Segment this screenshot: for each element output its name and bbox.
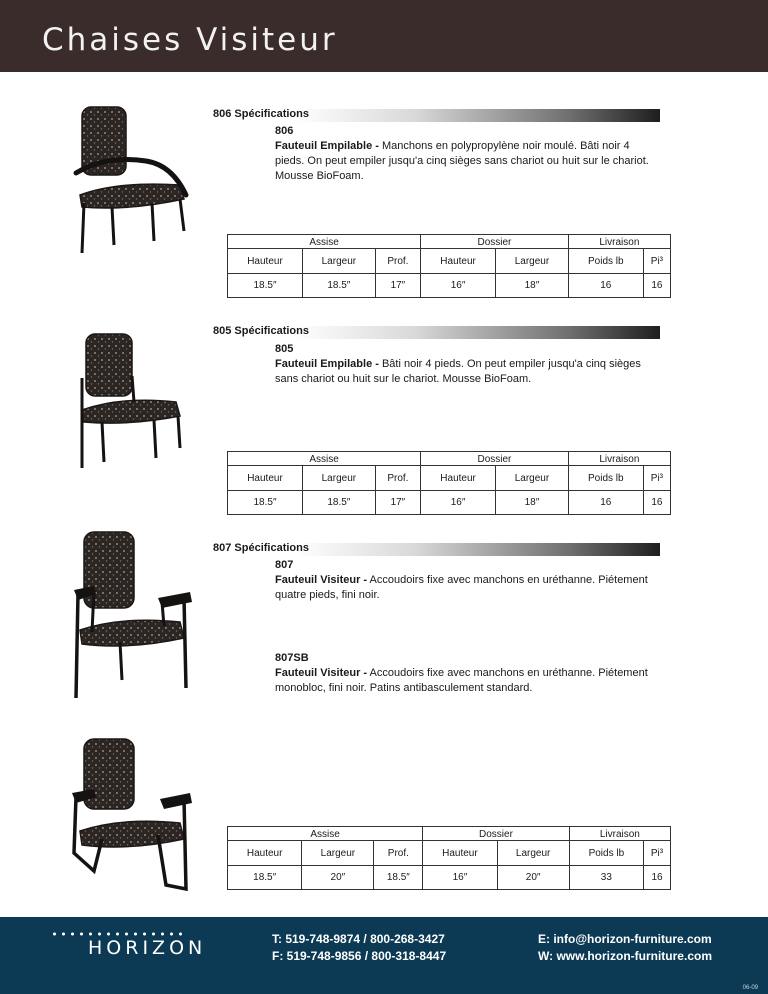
value-cell: 16 — [643, 274, 670, 298]
group-dossier: Dossier — [421, 452, 569, 466]
chair-805-image — [72, 330, 190, 472]
page-title: Chaises Visiteur — [42, 22, 338, 58]
product-text: Accoudoirs fixe avec manchons en uréthanne. Piétement quatre pieds, fini noir. — [275, 574, 648, 601]
email-web-block — [538, 931, 712, 965]
group-assise: Assise — [228, 235, 421, 249]
header-cell: Pi³ — [644, 841, 671, 866]
spec-bar-806 — [213, 109, 660, 122]
product-text: Manchons en polypropylène noir moulé. Bâti noir 4 pieds. On peut empiler jusqu'a cinq sièges sans chariot ou huit sur le chariot. Mousse BioFoam. — [275, 140, 649, 182]
phone-fax-block — [272, 931, 446, 965]
header-cell: Prof. — [374, 841, 423, 866]
header-cell: Hauteur — [421, 466, 496, 491]
header-cell: Largeur — [302, 841, 374, 866]
group-assise: Assise — [228, 827, 423, 841]
header-cell: Pi³ — [643, 466, 670, 491]
fax-number: F: 519-748-9856 / 800-318-8447 — [272, 949, 447, 963]
value-cell: 16 — [568, 274, 643, 298]
group-dossier: Dossier — [421, 235, 569, 249]
product-name: Fauteuil Empilable - — [275, 140, 379, 152]
product-desc-807sb — [275, 651, 660, 696]
product-desc-806 — [275, 124, 660, 184]
header-cell: Hauteur — [228, 466, 303, 491]
spec-bar-807 — [213, 543, 660, 556]
website-link[interactable]: W: www.horizon-furniture.com — [538, 949, 712, 963]
value-cell: 16″ — [421, 491, 496, 515]
group-assise: Assise — [228, 452, 421, 466]
value-cell: 18.5″ — [303, 274, 376, 298]
value-cell: 16 — [643, 491, 670, 515]
value-cell: 16 — [568, 491, 643, 515]
spec-bar-805 — [213, 326, 660, 339]
value-cell: 20″ — [302, 866, 374, 890]
logo-dots — [50, 932, 188, 936]
header-cell: Prof. — [375, 466, 420, 491]
model-number: 807SB — [275, 652, 309, 664]
value-cell: 18.5″ — [228, 274, 303, 298]
value-cell: 18.5″ — [303, 491, 376, 515]
chair-806-image — [68, 103, 198, 258]
model-number: 807 — [275, 559, 294, 571]
page-footer — [0, 917, 768, 994]
chair-807sb-image — [66, 735, 196, 897]
value-cell: 17″ — [375, 491, 420, 515]
value-cell: 33 — [569, 866, 643, 890]
product-text: Bâti noir 4 pieds. On peut empiler jusqu'a cinq sièges sans chariot ou huit sur le chariot. Mousse BioFoam. — [275, 358, 641, 385]
product-name: Fauteuil Visiteur - — [275, 667, 368, 679]
group-livraison: Livraison — [568, 235, 670, 249]
spec-title-805: 805 Spécifications — [213, 325, 309, 337]
page-number: 06-09 — [742, 985, 758, 991]
header-cell: Hauteur — [228, 249, 303, 274]
spec-title-807: 807 Spécifications — [213, 542, 309, 554]
product-text: Accoudoirs fixe avec manchons en uréthanne. Piétement monobloc, fini noir. Patins antibasculement standard. — [275, 667, 648, 694]
header-cell: Hauteur — [421, 249, 496, 274]
value-cell: 16″ — [421, 274, 496, 298]
dimensions-table-807 — [227, 826, 671, 890]
group-livraison: Livraison — [569, 827, 670, 841]
product-name: Fauteuil Visiteur - — [275, 574, 368, 586]
header-cell: Hauteur — [228, 841, 302, 866]
header-cell: Poids lb — [568, 249, 643, 274]
value-cell: 18.5″ — [374, 866, 423, 890]
header-cell: Poids lb — [569, 841, 643, 866]
value-cell: 16″ — [423, 866, 497, 890]
value-cell: 20″ — [497, 866, 569, 890]
value-cell: 18″ — [496, 491, 569, 515]
spec-title-806: 806 Spécifications — [213, 108, 309, 120]
header-cell: Largeur — [497, 841, 569, 866]
value-cell: 18″ — [496, 274, 569, 298]
header-cell: Poids lb — [568, 466, 643, 491]
header-cell: Prof. — [375, 249, 420, 274]
product-name: Fauteuil Empilable - — [275, 358, 379, 370]
value-cell: 18.5″ — [228, 866, 302, 890]
model-number: 806 — [275, 125, 294, 137]
group-dossier: Dossier — [423, 827, 569, 841]
value-cell: 16 — [644, 866, 671, 890]
value-cell: 17″ — [375, 274, 420, 298]
product-desc-805 — [275, 342, 660, 387]
chair-807-image — [66, 528, 196, 704]
dimensions-table-806 — [227, 234, 671, 298]
header-cell: Pi³ — [643, 249, 670, 274]
product-desc-807 — [275, 558, 660, 603]
header-cell: Largeur — [496, 466, 569, 491]
header-cell: Hauteur — [423, 841, 497, 866]
header-cell: Largeur — [303, 466, 376, 491]
phone-number: T: 519-748-9874 / 800-268-3427 — [272, 932, 445, 946]
model-number: 805 — [275, 343, 294, 355]
header-cell: Largeur — [496, 249, 569, 274]
email-link[interactable]: E: info@horizon-furniture.com — [538, 932, 712, 946]
brand-logo: HORIZON — [88, 937, 207, 959]
header-cell: Largeur — [303, 249, 376, 274]
value-cell: 18.5″ — [228, 491, 303, 515]
dimensions-table-805 — [227, 451, 671, 515]
page-header — [0, 0, 768, 72]
group-livraison: Livraison — [568, 452, 670, 466]
